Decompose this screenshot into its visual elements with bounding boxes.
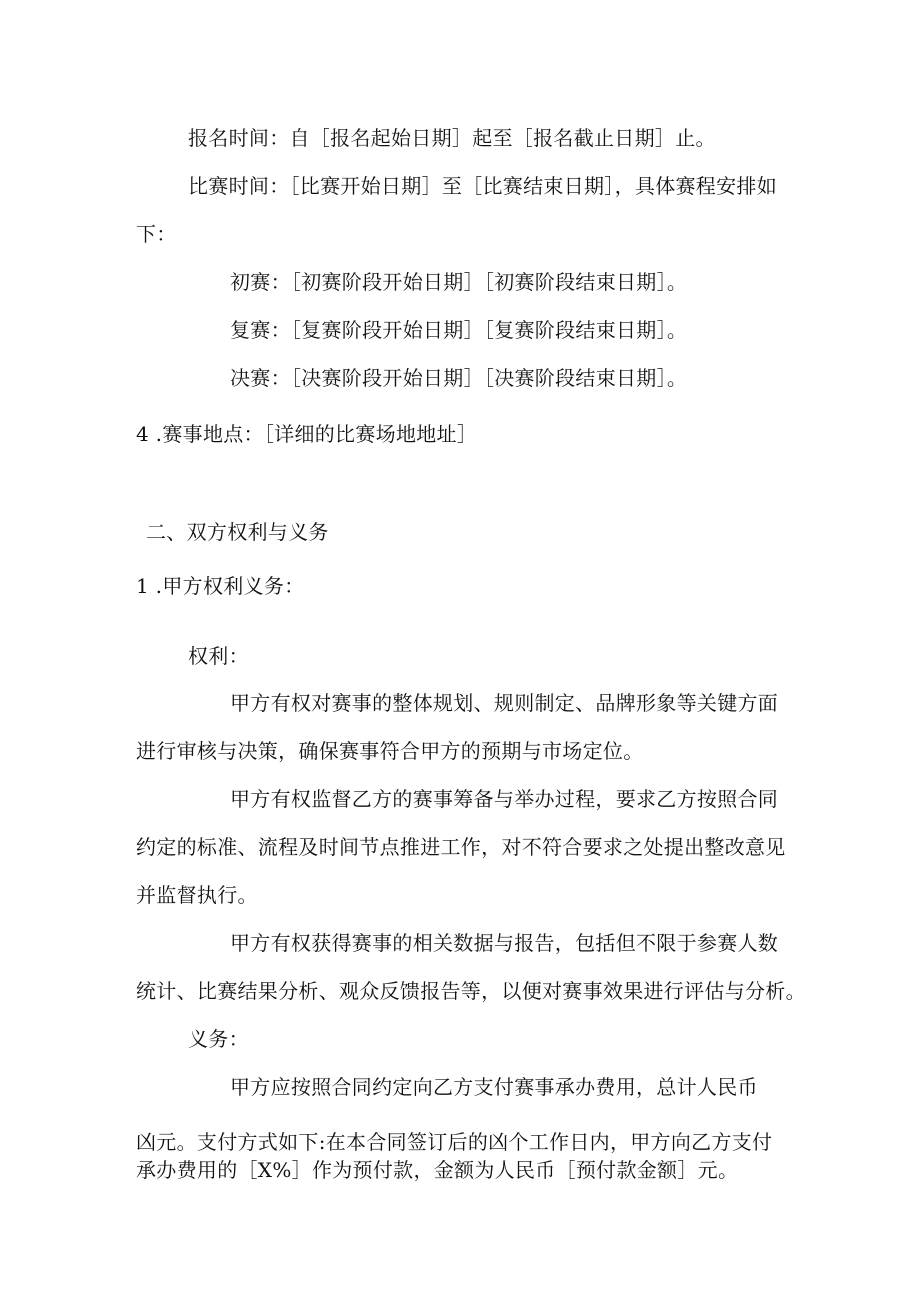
obligation-1-line-2: 凶元。支付方式如下:在本合同签订后的凶个工作日内，甲方向乙方支付 — [136, 1130, 773, 1154]
semifinal-round-line: 复赛：［复赛阶段开始日期］［复赛阶段结束日期］。 — [230, 318, 688, 342]
obligations-label: 义务： — [188, 1027, 249, 1051]
right-2-line-2: 约定的标准、流程及时间节点推进工作，对不符合要求之处提出整改意见 — [136, 835, 786, 859]
right-1-line-2: 进行审核与决策，确保赛事符合甲方的预期与市场定位。 — [136, 739, 644, 763]
right-2-line-3: 并监督执行。 — [136, 883, 258, 907]
registration-time-line: 报名时间：自［报名起始日期］起至［报名截止日期］止。 — [188, 126, 716, 150]
obligation-1-line-1: 甲方应按照合同约定向乙方支付赛事承办费用，总计人民币 — [230, 1075, 758, 1099]
venue-line: 4 .赛事地点：［详细的比赛场地地址］ — [136, 422, 478, 446]
rights-label: 权利： — [188, 644, 249, 668]
match-time-line: 比赛时间：［比赛开始日期］至［比赛结束日期］，具体赛程安排如 — [188, 174, 777, 198]
match-time-line-continued: 下： — [136, 222, 177, 246]
right-1-line-1: 甲方有权对赛事的整体规划、规则制定、品牌形象等关键方面 — [230, 691, 779, 715]
final-round-line: 决赛：［决赛阶段开始日期］［决赛阶段结束日期］。 — [230, 366, 688, 390]
right-3-line-2: 统计、比赛结果分析、观众反馈报告等，以便对赛事效果进行评估与分析。 — [136, 979, 806, 1003]
right-3-line-1: 甲方有权获得赛事的相关数据与报告，包括但不限于参赛人数 — [230, 931, 779, 955]
right-2-line-1: 甲方有权监督乙方的赛事筹备与举办过程，要求乙方按照合同 — [230, 787, 779, 811]
obligation-1-line-3: 承办费用的［X%］作为预付款，金额为人民币［预付款金额］元。 — [136, 1158, 739, 1182]
preliminary-round-line: 初赛：［初赛阶段开始日期］［初赛阶段结束日期］。 — [230, 270, 688, 294]
party-a-rights-obligations-heading: 1 .甲方权利义务： — [136, 574, 305, 598]
section-heading-rights-obligations: 二、双方权利与义务 — [146, 520, 329, 544]
